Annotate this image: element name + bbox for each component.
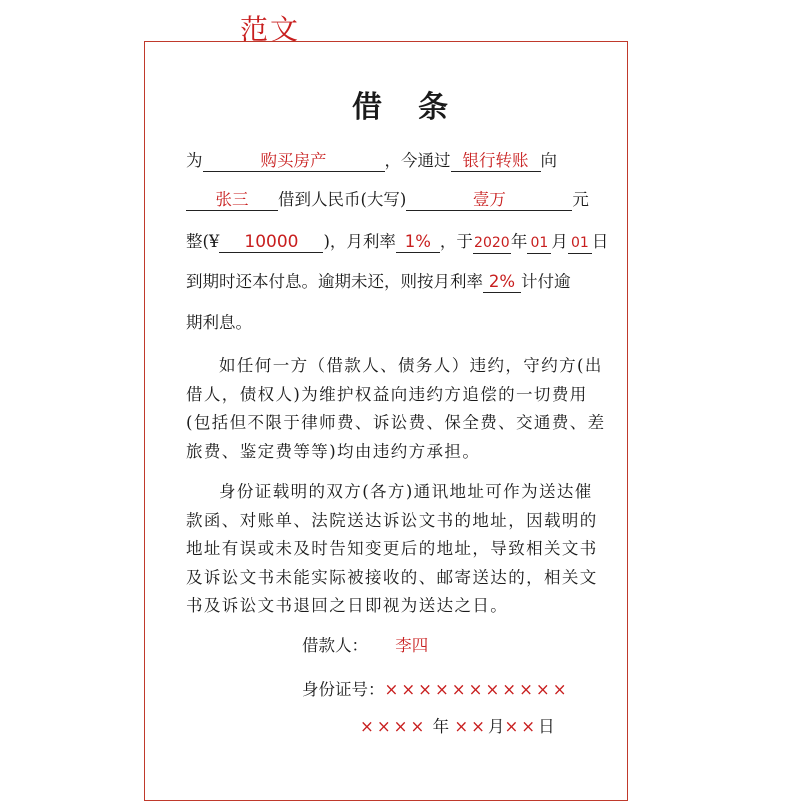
sample-stamp: 范文 — [240, 13, 301, 46]
text: 整(¥ — [186, 232, 220, 251]
overdue-rate-field: 2% — [483, 272, 521, 293]
document-title: 借条 — [352, 90, 484, 125]
due-year-field: 2020 — [473, 233, 511, 254]
text: 计付逾 — [521, 272, 571, 291]
monthly-rate-field: 1% — [396, 232, 440, 253]
date-month-label: 月 — [487, 717, 505, 736]
lender-name-field: 张三 — [186, 190, 278, 211]
due-day-field: 01 — [568, 233, 592, 254]
text: ，今通过 — [384, 151, 451, 170]
text: 借到人民币(大写) — [278, 190, 407, 209]
text: 日 — [591, 232, 609, 251]
clause-line-4 — [186, 270, 571, 294]
clause-line-5: 期利息。 — [186, 313, 252, 332]
clause-line-1 — [186, 149, 557, 173]
date-day: ×× — [504, 717, 539, 736]
text: ，于 — [439, 232, 473, 251]
date-day-label: 日 — [538, 717, 555, 736]
text: 为 — [186, 151, 203, 170]
id-number-line — [302, 676, 570, 700]
id-label: 身份证号： — [302, 680, 385, 699]
clause-line-2 — [186, 188, 589, 212]
text: 向 — [540, 151, 557, 170]
amount-upper-field: 壹万 — [406, 190, 572, 211]
borrower-name: 李四 — [395, 636, 429, 655]
address-clause-paragraph: 身份证载明的双方(各方)通讯地址可作为送达催款函、对账单、法院送达诉讼文书的地址，因载明的地址有误或未及时告知变更后的地址，导致相关文书及诉讼文书未能实际被接收的、邮寄送达的，相关文书及诉讼文书退回之日即视为送达之日。 — [186, 482, 598, 615]
date-month: ×× — [454, 717, 488, 736]
date-year-label: 年 — [432, 717, 450, 736]
signature-date-line — [360, 713, 555, 737]
id-number-value: ××××××××××× — [384, 680, 570, 699]
transfer-method-field: 银行转账 — [451, 151, 541, 172]
clause-line-3 — [186, 230, 608, 254]
text: 到期时还本付息。逾期未还，则按月利率 — [186, 272, 483, 291]
text: 元 — [572, 190, 589, 209]
breach-clause-paragraph: 如任何一方（借款人、债务人）违约，守约方(出借人，债权人)为维护权益向违约方追偿的一切费用(包括但不限于律师费、诉讼费、保全费、交通费、差旅费、鉴定费等等)均由违约方承担。 — [186, 356, 606, 461]
due-month-field: 01 — [527, 233, 551, 254]
text: 年 — [510, 232, 528, 251]
borrower-signature-line — [302, 632, 428, 656]
purpose-field: 购买房产 — [203, 151, 385, 172]
borrower-label: 借款人： — [302, 636, 368, 655]
amount-field: 10000 — [219, 232, 323, 253]
date-year: ×××× — [360, 717, 428, 736]
text: )，月利率 — [323, 232, 396, 251]
text: 月 — [551, 232, 568, 251]
